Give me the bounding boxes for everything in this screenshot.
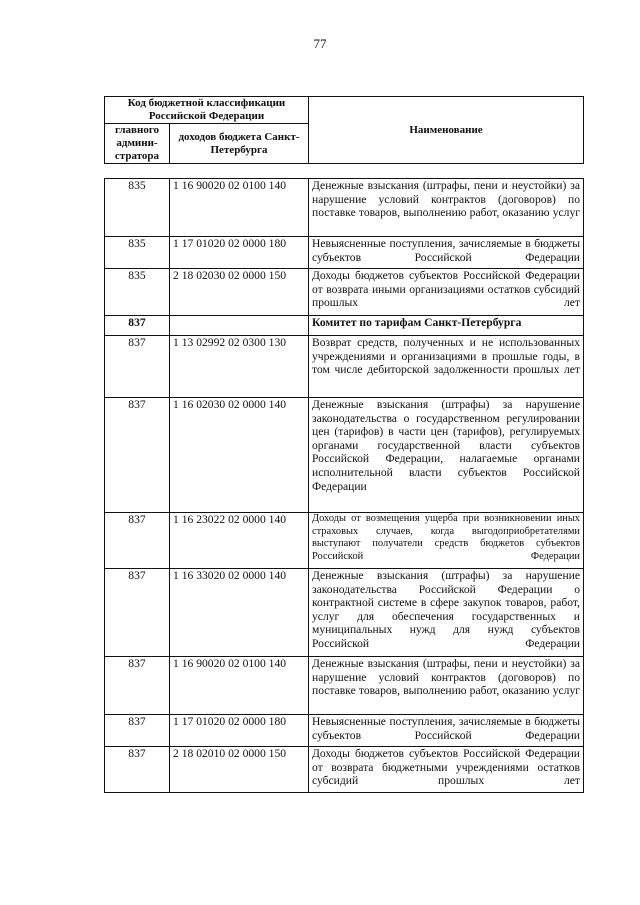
table-row (105, 237, 584, 269)
table-row (105, 269, 584, 316)
revenue-code: 1 16 90020 02 0100 140 (170, 179, 309, 237)
revenue-code: 1 16 90020 02 0100 140 (170, 657, 309, 715)
admin-code: 837 (105, 747, 170, 793)
revenue-name: Денежные взыскания (штрафы) за нарушение законодательства о государственном регулировании цен (тарифов) в части цен (тарифов), регулируемых органами государственной власти субъектов Российской Федерации, налагаемые органами исполнительной власти субъектов Российской Федерации (309, 398, 584, 513)
header-revenue: доходов бюджета Санкт-Петербурга (170, 124, 309, 164)
admin-code: 837 (105, 715, 170, 747)
admin-code: 837 (105, 316, 170, 336)
admin-code: 835 (105, 269, 170, 316)
admin-code: 835 (105, 179, 170, 237)
table-row (105, 513, 584, 569)
table-row (105, 179, 584, 237)
revenue-name: Доходы бюджетов субъектов Российской Федерации от возврата иными организациями остатков субсидий прошлых лет (309, 269, 584, 316)
table-row (105, 336, 584, 398)
admin-code: 837 (105, 336, 170, 398)
revenue-code: 1 16 23022 02 0000 140 (170, 513, 309, 569)
revenue-name: Денежные взыскания (штрафы, пени и неустойки) за нарушение условий контрактов (договоров) по поставке товаров, выполнению работ, оказанию услуг (309, 657, 584, 715)
revenue-name: Невыясненные поступления, зачисляемые в бюджеты субъектов Российской Федерации (309, 237, 584, 269)
revenue-code: 2 18 02010 02 0000 150 (170, 747, 309, 793)
table-row (105, 715, 584, 747)
table-header (104, 96, 584, 164)
table-row (105, 657, 584, 715)
header-admin: главного админи-стратора (105, 124, 170, 164)
page-number: 77 (313, 36, 327, 51)
table-row (105, 398, 584, 513)
admin-code: 837 (105, 513, 170, 569)
revenue-table (104, 178, 584, 793)
revenue-code: 1 17 01020 02 0000 180 (170, 237, 309, 269)
table-row (105, 569, 584, 657)
revenue-code (170, 316, 309, 336)
admin-code: 835 (105, 237, 170, 269)
revenue-code: 1 17 01020 02 0000 180 (170, 715, 309, 747)
revenue-name: Доходы бюджетов субъектов Российской Федерации от возврата бюджетными учреждениями остатков субсидий прошлых лет (309, 747, 584, 793)
section-title: Комитет по тарифам Санкт-Петербурга (309, 316, 584, 336)
revenue-name: Денежные взыскания (штрафы, пени и неустойки) за нарушение условий контрактов (договоров) по поставке товаров, выполнению работ, оказанию услуг (309, 179, 584, 237)
revenue-code: 1 16 33020 02 0000 140 (170, 569, 309, 657)
revenue-code: 1 16 02030 02 0000 140 (170, 398, 309, 513)
revenue-name: Денежные взыскания (штрафы) за нарушение законодательства Российской Федерации о контрактной системе в сфере закупок товаров, работ, услуг для обеспечения государственных и муниципальных нужд для нужд субъектов Российской Федерации (309, 569, 584, 657)
table-row (105, 747, 584, 793)
revenue-name: Возврат средств, полученных и не использованных учреждениями и организациями в прошлые годы, в том числе дебиторской задолженности прошлых лет (309, 336, 584, 398)
header-name: Наименование (309, 97, 584, 164)
revenue-code: 2 18 02030 02 0000 150 (170, 269, 309, 316)
revenue-name: Невыясненные поступления, зачисляемые в бюджеты субъектов Российской Федерации (309, 715, 584, 747)
admin-code: 837 (105, 657, 170, 715)
revenue-code: 1 13 02992 02 0300 130 (170, 336, 309, 398)
revenue-name: Доходы от возмещения ущерба при возникновении иных страховых случаев, когда выгодоприобретателями выступают получатели средств бюджетов субъектов Российской Федерации (309, 513, 584, 569)
table-row-section (105, 316, 584, 336)
admin-code: 837 (105, 569, 170, 657)
header-code-group: Код бюджетной классификации Российской Федерации (105, 97, 309, 124)
admin-code: 837 (105, 398, 170, 513)
